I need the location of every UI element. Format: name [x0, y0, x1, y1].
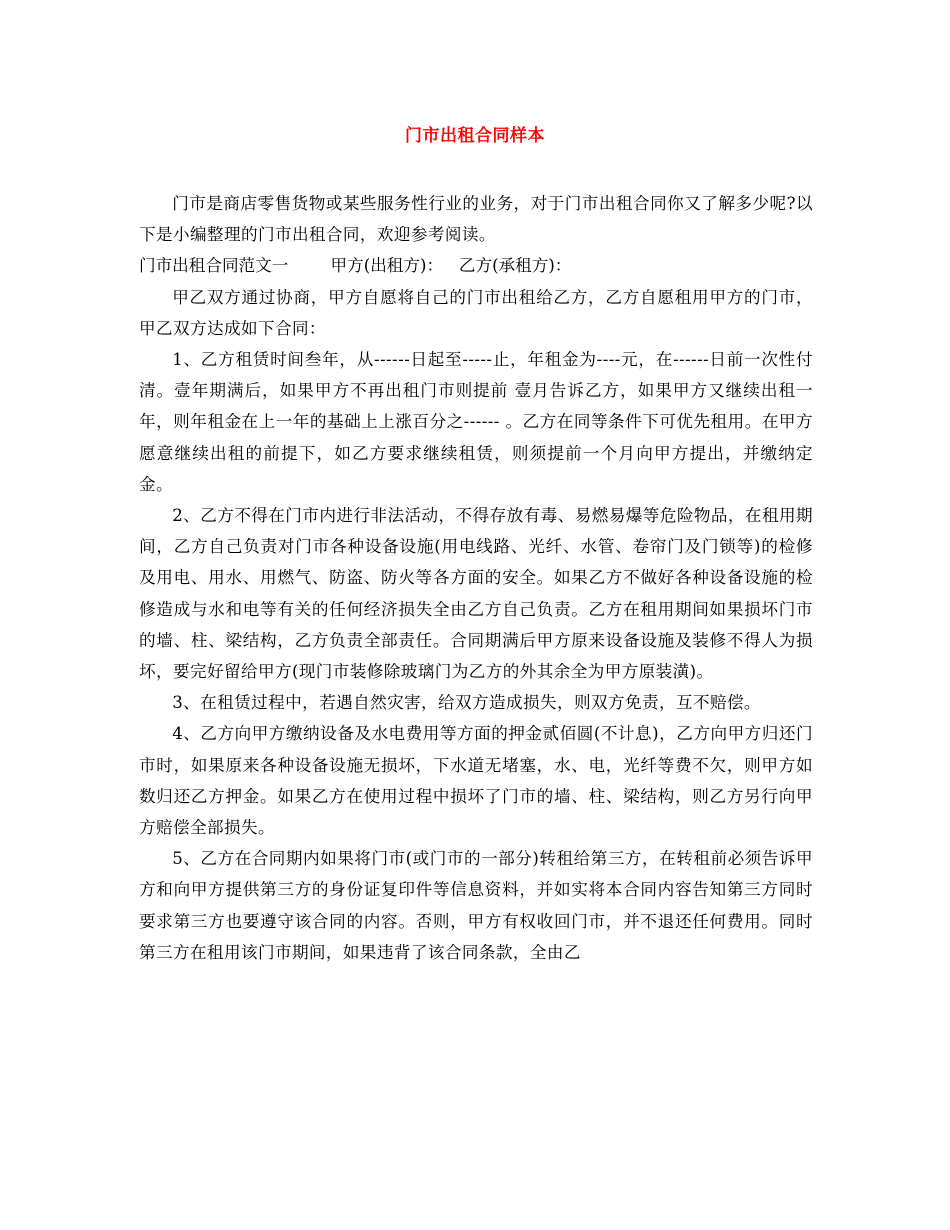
- clause-4: 4、乙方向甲方缴纳设备及水电费用等方面的押金贰佰圆(不计息)，乙方向甲方归还门市时，如果原来各种设备设施无损坏，下水道无堵塞，水、电，光纤等费不欠，则甲方如数归还乙方押金。如果乙方在使用过程中损坏了门市的墙、柱、梁结构，则乙方另行向甲方赔偿全部损失。: [139, 724, 813, 838]
- sample-header-row: [139, 250, 813, 281]
- intro-paragraph: 门市是商店零售货物或某些服务性行业的业务，对于门市出租合同你又了解多少呢?以下是小编整理的门市出租合同，欢迎参考阅读。: [139, 194, 813, 245]
- clause-2: 2、乙方不得在门市内进行非法活动，不得存放有毒、易燃易爆等危险物品，在租用期间，乙方自己负责对门市各种设备设施(用电线路、光纤、水管、卷帘门及门锁等)的检修及用电、用水、用燃气、防盗、防火等各方面的安全。如果乙方不做好各种设备设施的检修造成与水和电等有关的任何经济损失全由乙方自己负责。乙方在租用期间如果损坏门市的墙、柱、梁结构，乙方负责全部责任。合同期满后甲方原来设备设施及装修不得人为损坏，要完好留给甲方(现门市装修除玻璃门为乙方的外其余全为甲方原装潢)。: [139, 506, 813, 682]
- clause-5: 5、乙方在合同期内如果将门市(或门市的一部分)转租给第三方，在转租前必须告诉甲方和向甲方提供第三方的身份证复印件等信息资料，并如实将本合同内容告知第三方同时要求第三方也要遵守该合同的内容。否则，甲方有权收回门市，并不退还任何费用。同时第三方在租用该门市期间，如果违背了该合同条款，全由乙: [139, 849, 813, 962]
- document-title: 门市出租合同样本: [405, 126, 545, 146]
- clause-1: 1、乙方租赁时间叁年，从------日起至-----止，年租金为----元，在------日前一次性付清。壹年期满后，如果甲方不再出租门市则提前 壹月告诉乙方，如果甲方又继续出租一年，则年租金在上一年的基础上上涨百分之------ 。乙方在同等条件下可优先租用。在甲方愿意继续出租的前提下，如乙方要求继续租赁，则须提前一个月向甲方提出，并缴纳定金。: [139, 350, 813, 494]
- agreement-paragraph: 甲乙双方通过协商，甲方自愿将自己的门市出租给乙方，乙方自愿租用甲方的门市，甲乙双方达成如下合同：: [139, 287, 813, 338]
- document-body: [139, 188, 813, 968]
- sample-name: 门市出租合同范文一: [139, 256, 289, 276]
- party-b-label: 乙方(承租方)：: [458, 256, 572, 276]
- party-a-label: 甲方(出租方)：: [330, 256, 444, 276]
- clause-3: 3、在租赁过程中，若遇自然灾害，给双方造成损失，则双方免责，互不赔偿。: [172, 693, 761, 713]
